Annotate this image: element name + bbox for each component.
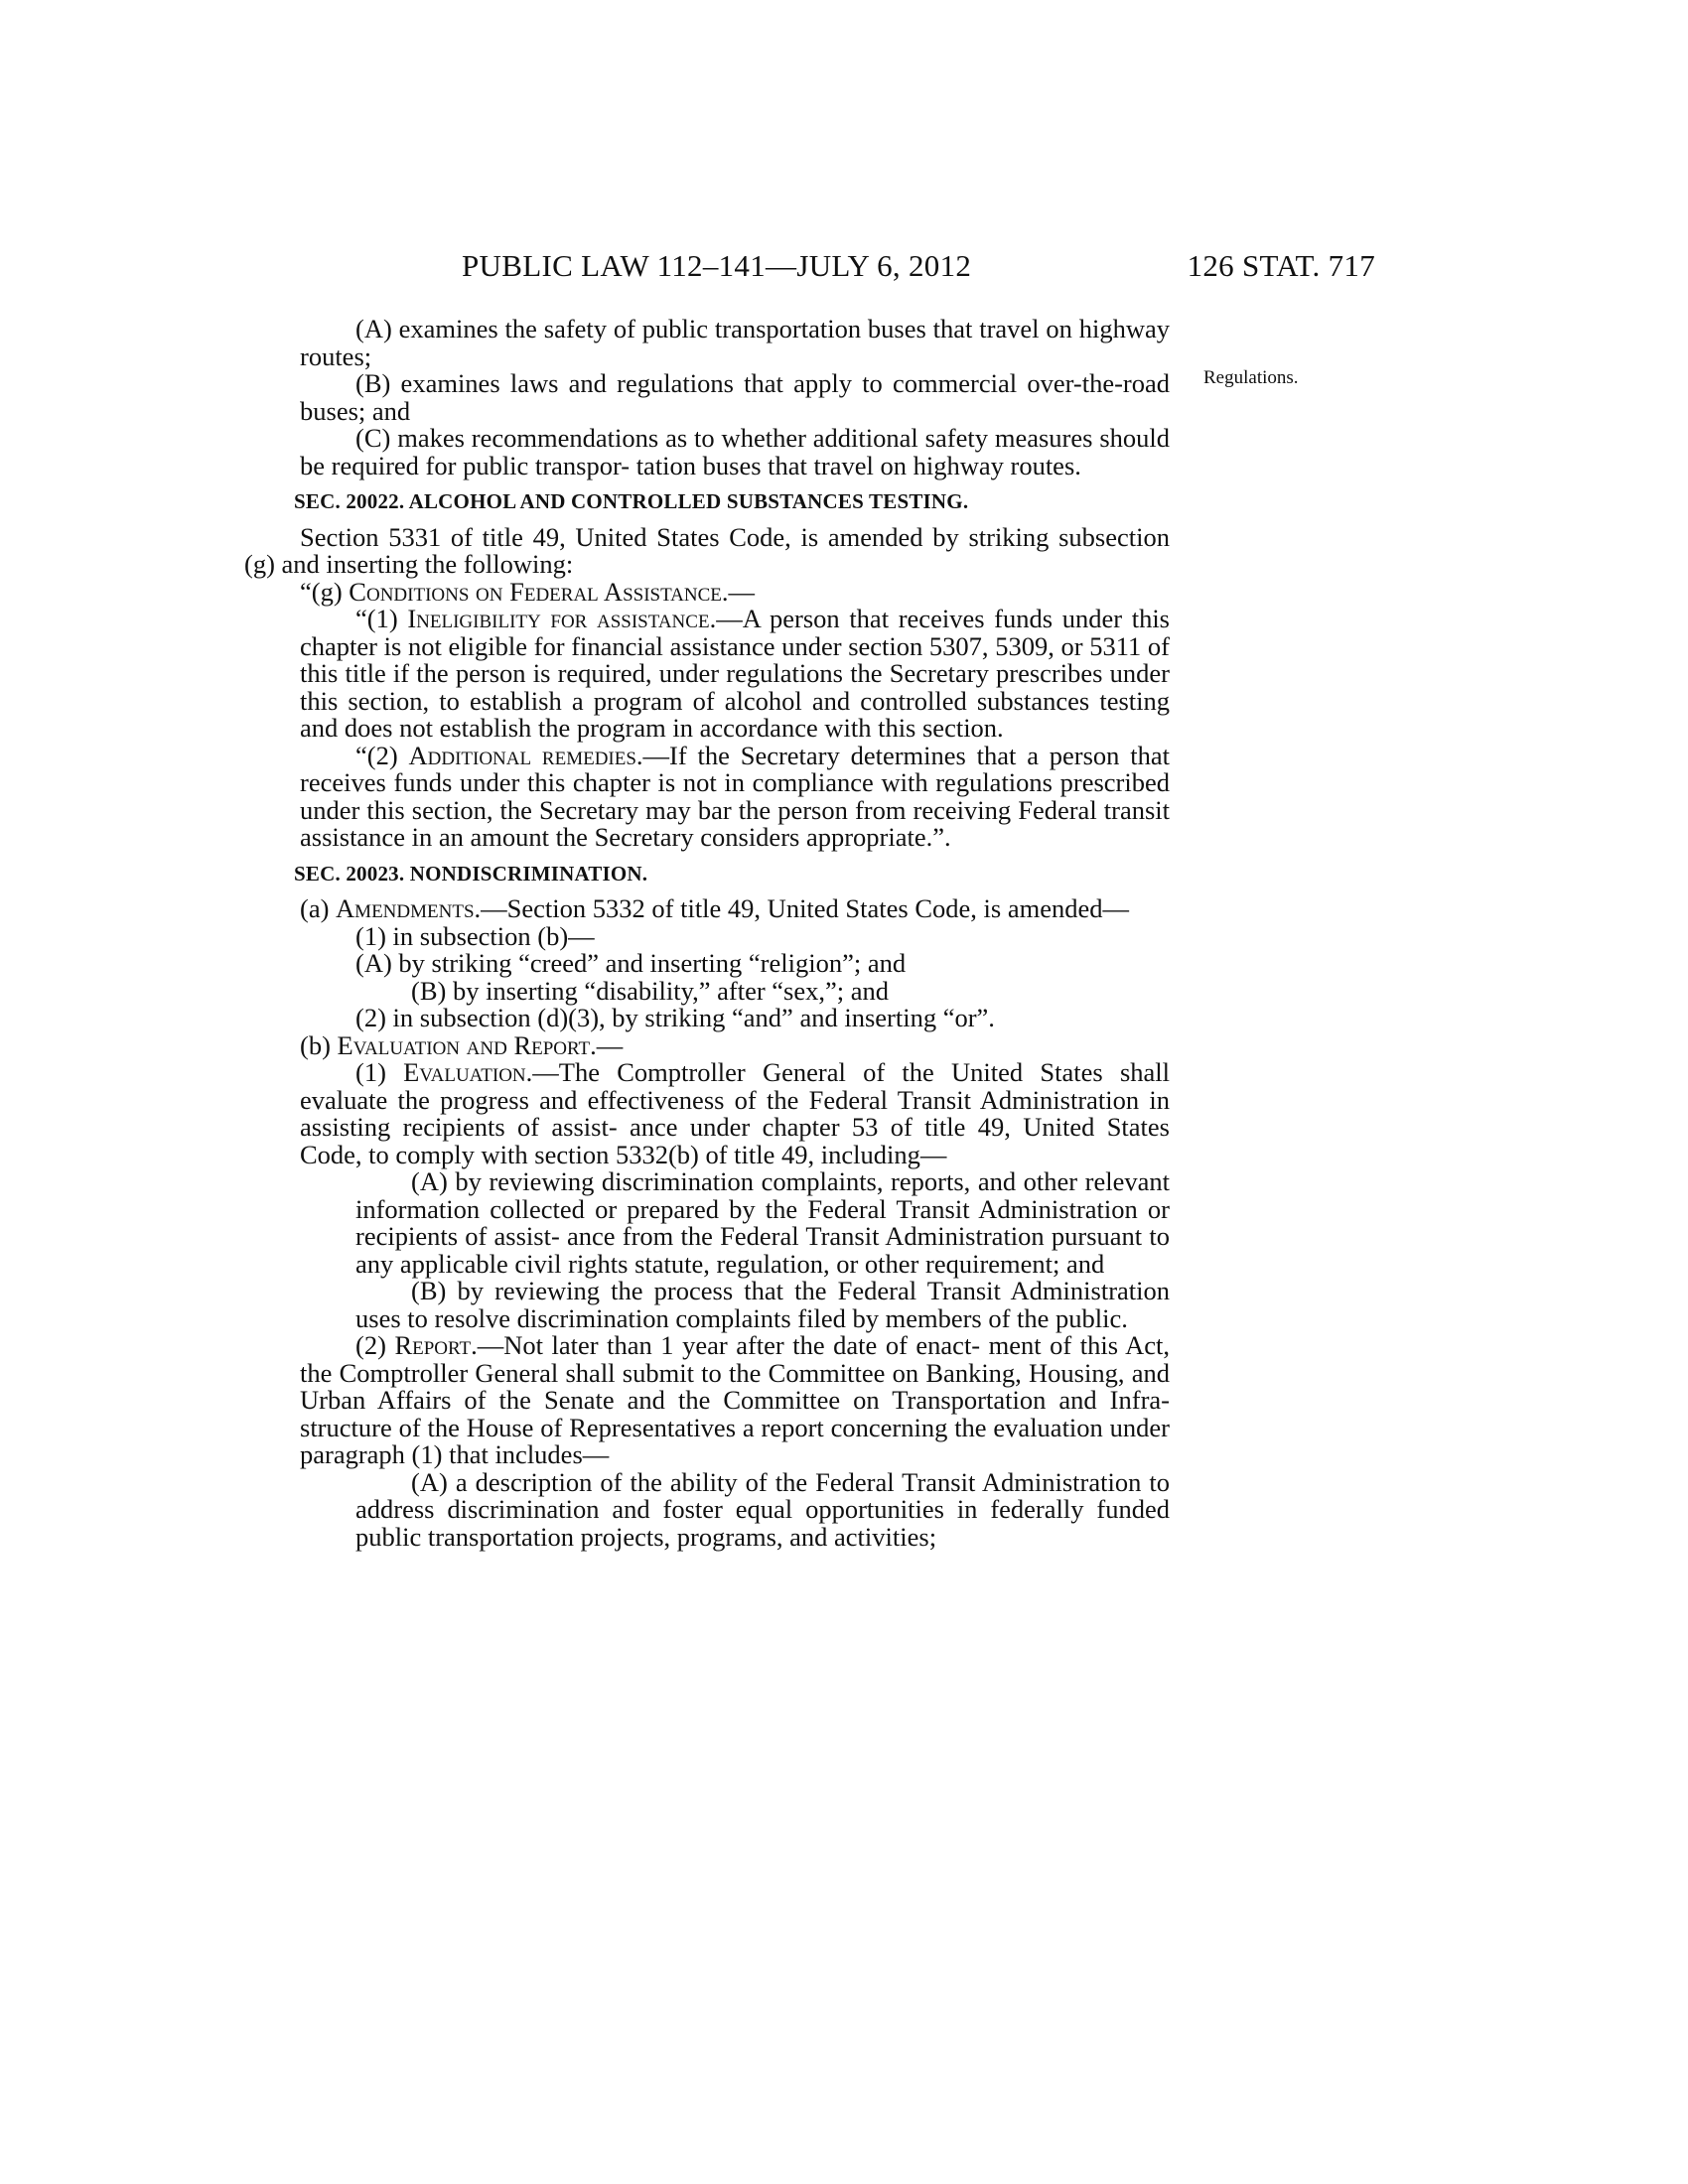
section-heading-20023: SEC. 20023. NONDISCRIMINATION.: [294, 861, 648, 886]
paragraph-subitem-b: (B) examines laws and regulations that apply to commercial over-the-road buses; and: [300, 368, 1170, 426]
subsection-a: [244, 895, 1170, 923]
subparagraph-b1b: (B) by reviewing the process that the Federal Transit Administration uses to resolve discrimination complaints filed by members of the public.: [355, 1276, 1170, 1333]
paragraph-b1: [300, 1059, 1170, 1168]
paragraph-b2-label: (2): [355, 1330, 395, 1360]
subsection-g-title: Conditions on Federal Assistance: [349, 576, 722, 607]
paragraph-g2-text: .—If the Secretary determines that a person that receives funds under this chapter is not in compliance with regulations prescribed under this section, the Secretary may bar the person from receiving Federal transit assistance in an amount the Secretary considers appropriate.”.: [300, 740, 1170, 852]
paragraph-b2-title: Report: [394, 1330, 472, 1360]
margin-note: Regulations.: [1203, 367, 1299, 388]
paragraph-b1-text: .—The Comptroller General of the United States shall evaluate the progress and effectiveness of the Federal Transit Administration in assisting recipients of assist- ance under chapter 53 of title 49, United States Code, to comply with section 5332(b) of title 49, including—: [300, 1057, 1170, 1169]
subparagraph-b1a: (A) by reviewing discrimination complaints, reports, and other relevant information collected or prepared by the Federal Transit Administration or recipients of assist- ance from the Federal Transit Administration pursuant to any applicable civil rights statute, regulation, or other requirement; and: [355, 1166, 1170, 1279]
paragraph-g1-text: .—A person that receives funds under this chapter is not eligible for financial assistance under section 5307, 5309, or 5311 of this title if the person is required, under regulations the Secretary prescribes under this section, to establish a program of alcohol and controlled substances testing and does not establish the program in accordance with this section.: [300, 604, 1170, 743]
subsection-a-title: Amendments: [336, 893, 475, 923]
paragraph-subitem-c: (C) makes recommendations as to whether additional safety measures should be required for public transpor- tation buses that travel on highway routes.: [300, 423, 1170, 480]
paragraph-a2: (2) in subsection (d)(3), by striking “and” and inserting “or”.: [355, 1003, 995, 1032]
paragraph-g1-label: “(1): [355, 604, 408, 633]
paragraph-b2-text: .—Not later than 1 year after the date of enact- ment of this Act, the Comptroller General shall submit to the Committee on Banking, Housing, and Urban Affairs of the Senate and the Committee on Transportation and Infra- structure of the House of Representatives a report concerning the evaluation under paragraph (1) that includes—: [300, 1330, 1171, 1469]
running-title: PUBLIC LAW 112–141—JULY 6, 2012: [462, 248, 972, 283]
paragraph-g2-label: “(2): [355, 740, 409, 770]
subsection-g-dash: .—: [721, 576, 756, 607]
subparagraph-a1b: (B) by inserting “disability,” after “sex,”; and: [411, 975, 890, 1006]
subsection-g-heading: [244, 576, 1170, 607]
document-body: [244, 314, 1171, 1552]
subsection-b-title: Evaluation and Report: [337, 1029, 591, 1060]
paragraph-g1-title: Ineligibility for assistance: [407, 604, 710, 633]
subparagraph-b2a: (A) a description of the ability of the Federal Transit Administration to address discrimination and foster equal opportunities in federally funded public transportation projects, programs, and activities;: [355, 1466, 1170, 1552]
paragraph-g1: [300, 606, 1170, 743]
subparagraph-a1a: (A) by striking “creed” and inserting “religion”; and: [355, 948, 907, 978]
section-heading-20022: SEC. 20022. ALCOHOL AND CONTROLLED SUBSTANCES TESTING.: [294, 489, 969, 513]
paragraph-g2-title: Additional remedies: [408, 740, 636, 770]
subsection-b-label: (b): [300, 1029, 338, 1060]
subsection-a-text: .—Section 5332 of title 49, United States Code, is amended—: [474, 893, 1129, 923]
page-header: [462, 248, 1375, 288]
paragraph-b1-label: (1): [355, 1057, 404, 1087]
paragraph-b2: [300, 1332, 1170, 1469]
subsection-a-label: (a): [300, 893, 337, 923]
section-20022-intro: Section 5331 of title 49, United States Code, is amended by striking subsection (g) and inserting the following:: [244, 521, 1170, 579]
paragraph-a1: (1) in subsection (b)—: [355, 920, 595, 951]
paragraph-subitem-a: (A) examines the safety of public transportation buses that travel on highway routes;: [300, 314, 1170, 371]
subsection-g-label: “(g): [300, 576, 350, 607]
subsection-b-heading: [300, 1029, 1170, 1060]
subsection-b-dash: .—: [590, 1029, 624, 1060]
statute-page-number: 126 STAT. 717: [1187, 248, 1375, 283]
paragraph-g2: [300, 740, 1170, 852]
paragraph-b1-title: Evaluation: [403, 1057, 526, 1087]
